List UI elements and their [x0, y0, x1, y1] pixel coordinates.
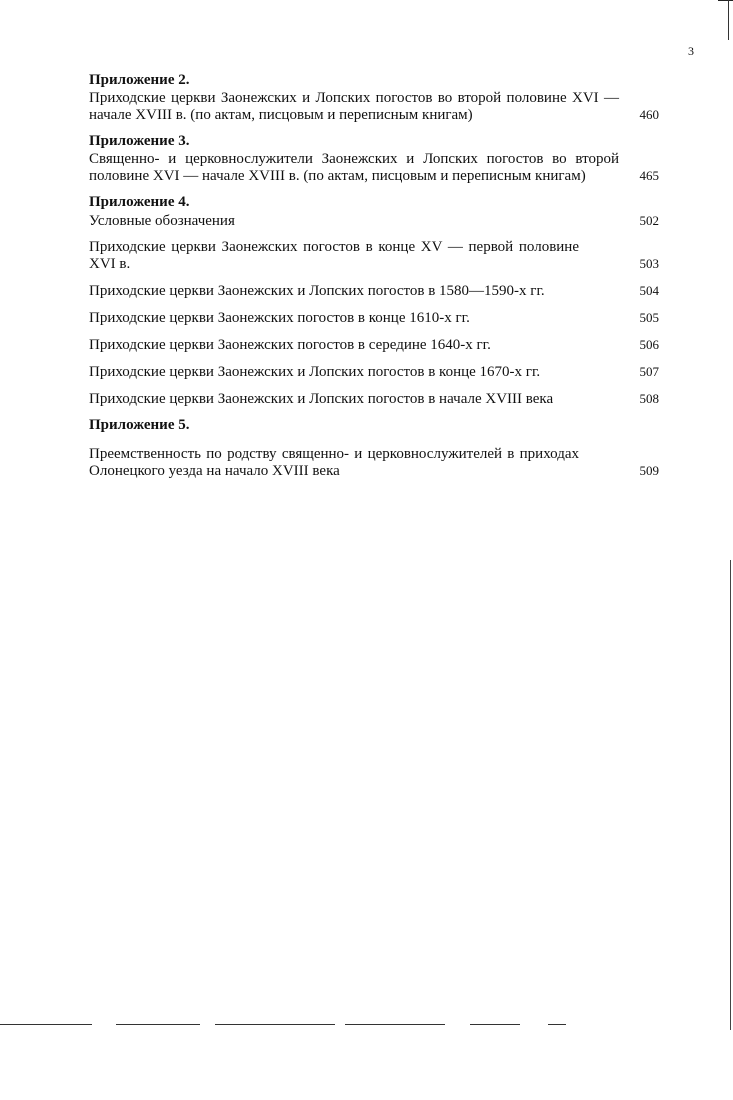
- entry-page: 507: [639, 364, 659, 379]
- scan-line: [0, 1024, 92, 1025]
- scan-line: [548, 1024, 566, 1025]
- scan-line: [345, 1024, 445, 1025]
- page-number: 3: [688, 44, 694, 58]
- entry-page: 509: [639, 463, 659, 478]
- toc-entry: [89, 151, 659, 185]
- entry-title: Священно- и церковнослужители Заонежских и Лопских погостов во второй половине XVI — начале XVIII в. (по актам, писцовым и переписным книгам): [89, 151, 619, 184]
- toc-section-appendix-2: [89, 72, 659, 124]
- entry-page: 460: [639, 107, 659, 122]
- toc-entry: [89, 282, 659, 300]
- scan-line: [215, 1024, 335, 1025]
- toc-section-appendix-5: [89, 417, 659, 480]
- table-of-contents: [89, 72, 659, 489]
- toc-entry: [89, 336, 659, 354]
- toc-entry: [89, 390, 659, 408]
- entry-page: 508: [639, 391, 659, 406]
- entry-title: Преемственность по родству священно- и церковнослужителей в приходах Олонецкого уезда на начало XVIII века: [89, 446, 579, 479]
- entry-page: 506: [639, 337, 659, 352]
- toc-entry: [89, 446, 659, 480]
- scan-line: [470, 1024, 520, 1025]
- toc-entry: [89, 239, 659, 273]
- toc-section-appendix-3: [89, 133, 659, 185]
- toc-entry: [89, 309, 659, 327]
- entry-title: Приходские церкви Заонежских и Лопских погостов во второй половине XVI — начале XVIII в. (по актам, писцовым и переписным книгам): [89, 90, 619, 123]
- toc-entry: [89, 212, 659, 230]
- scan-mark: [718, 0, 733, 1]
- entry-page: 503: [639, 256, 659, 271]
- section-heading: Приложение 4.: [89, 194, 190, 210]
- scan-bottom-lines: [0, 1024, 733, 1028]
- entry-title: Приходские церкви Заонежских погостов в конце 1610-х гг.: [89, 310, 470, 326]
- toc-entry: [89, 363, 659, 381]
- entry-page: 505: [639, 310, 659, 325]
- entry-page: 465: [639, 168, 659, 183]
- entry-title: Приходские церкви Заонежских погостов в конце XV — первой половине XVI в.: [89, 239, 579, 272]
- entry-title: Приходские церкви Заонежских погостов в середине 1640-х гг.: [89, 337, 491, 353]
- entry-title: Условные обозначения: [89, 213, 235, 229]
- scan-edge-line: [730, 560, 731, 1030]
- entry-title: Приходские церкви Заонежских и Лопских погостов в конце 1670-х гг.: [89, 364, 541, 380]
- toc-section-appendix-4: [89, 194, 659, 408]
- entry-page: 504: [639, 283, 659, 298]
- scan-line: [116, 1024, 200, 1025]
- entry-title: Приходские церкви Заонежских и Лопских погостов в начале XVIII века: [89, 391, 554, 407]
- section-heading: Приложение 2.: [89, 72, 190, 88]
- toc-entry: [89, 90, 659, 124]
- entry-title: Приходские церкви Заонежских и Лопских погостов в 1580—1590-х гг.: [89, 283, 545, 299]
- section-heading: Приложение 5.: [89, 417, 190, 433]
- scan-mark: [728, 0, 729, 40]
- section-heading: Приложение 3.: [89, 133, 190, 149]
- entry-page: 502: [639, 213, 659, 228]
